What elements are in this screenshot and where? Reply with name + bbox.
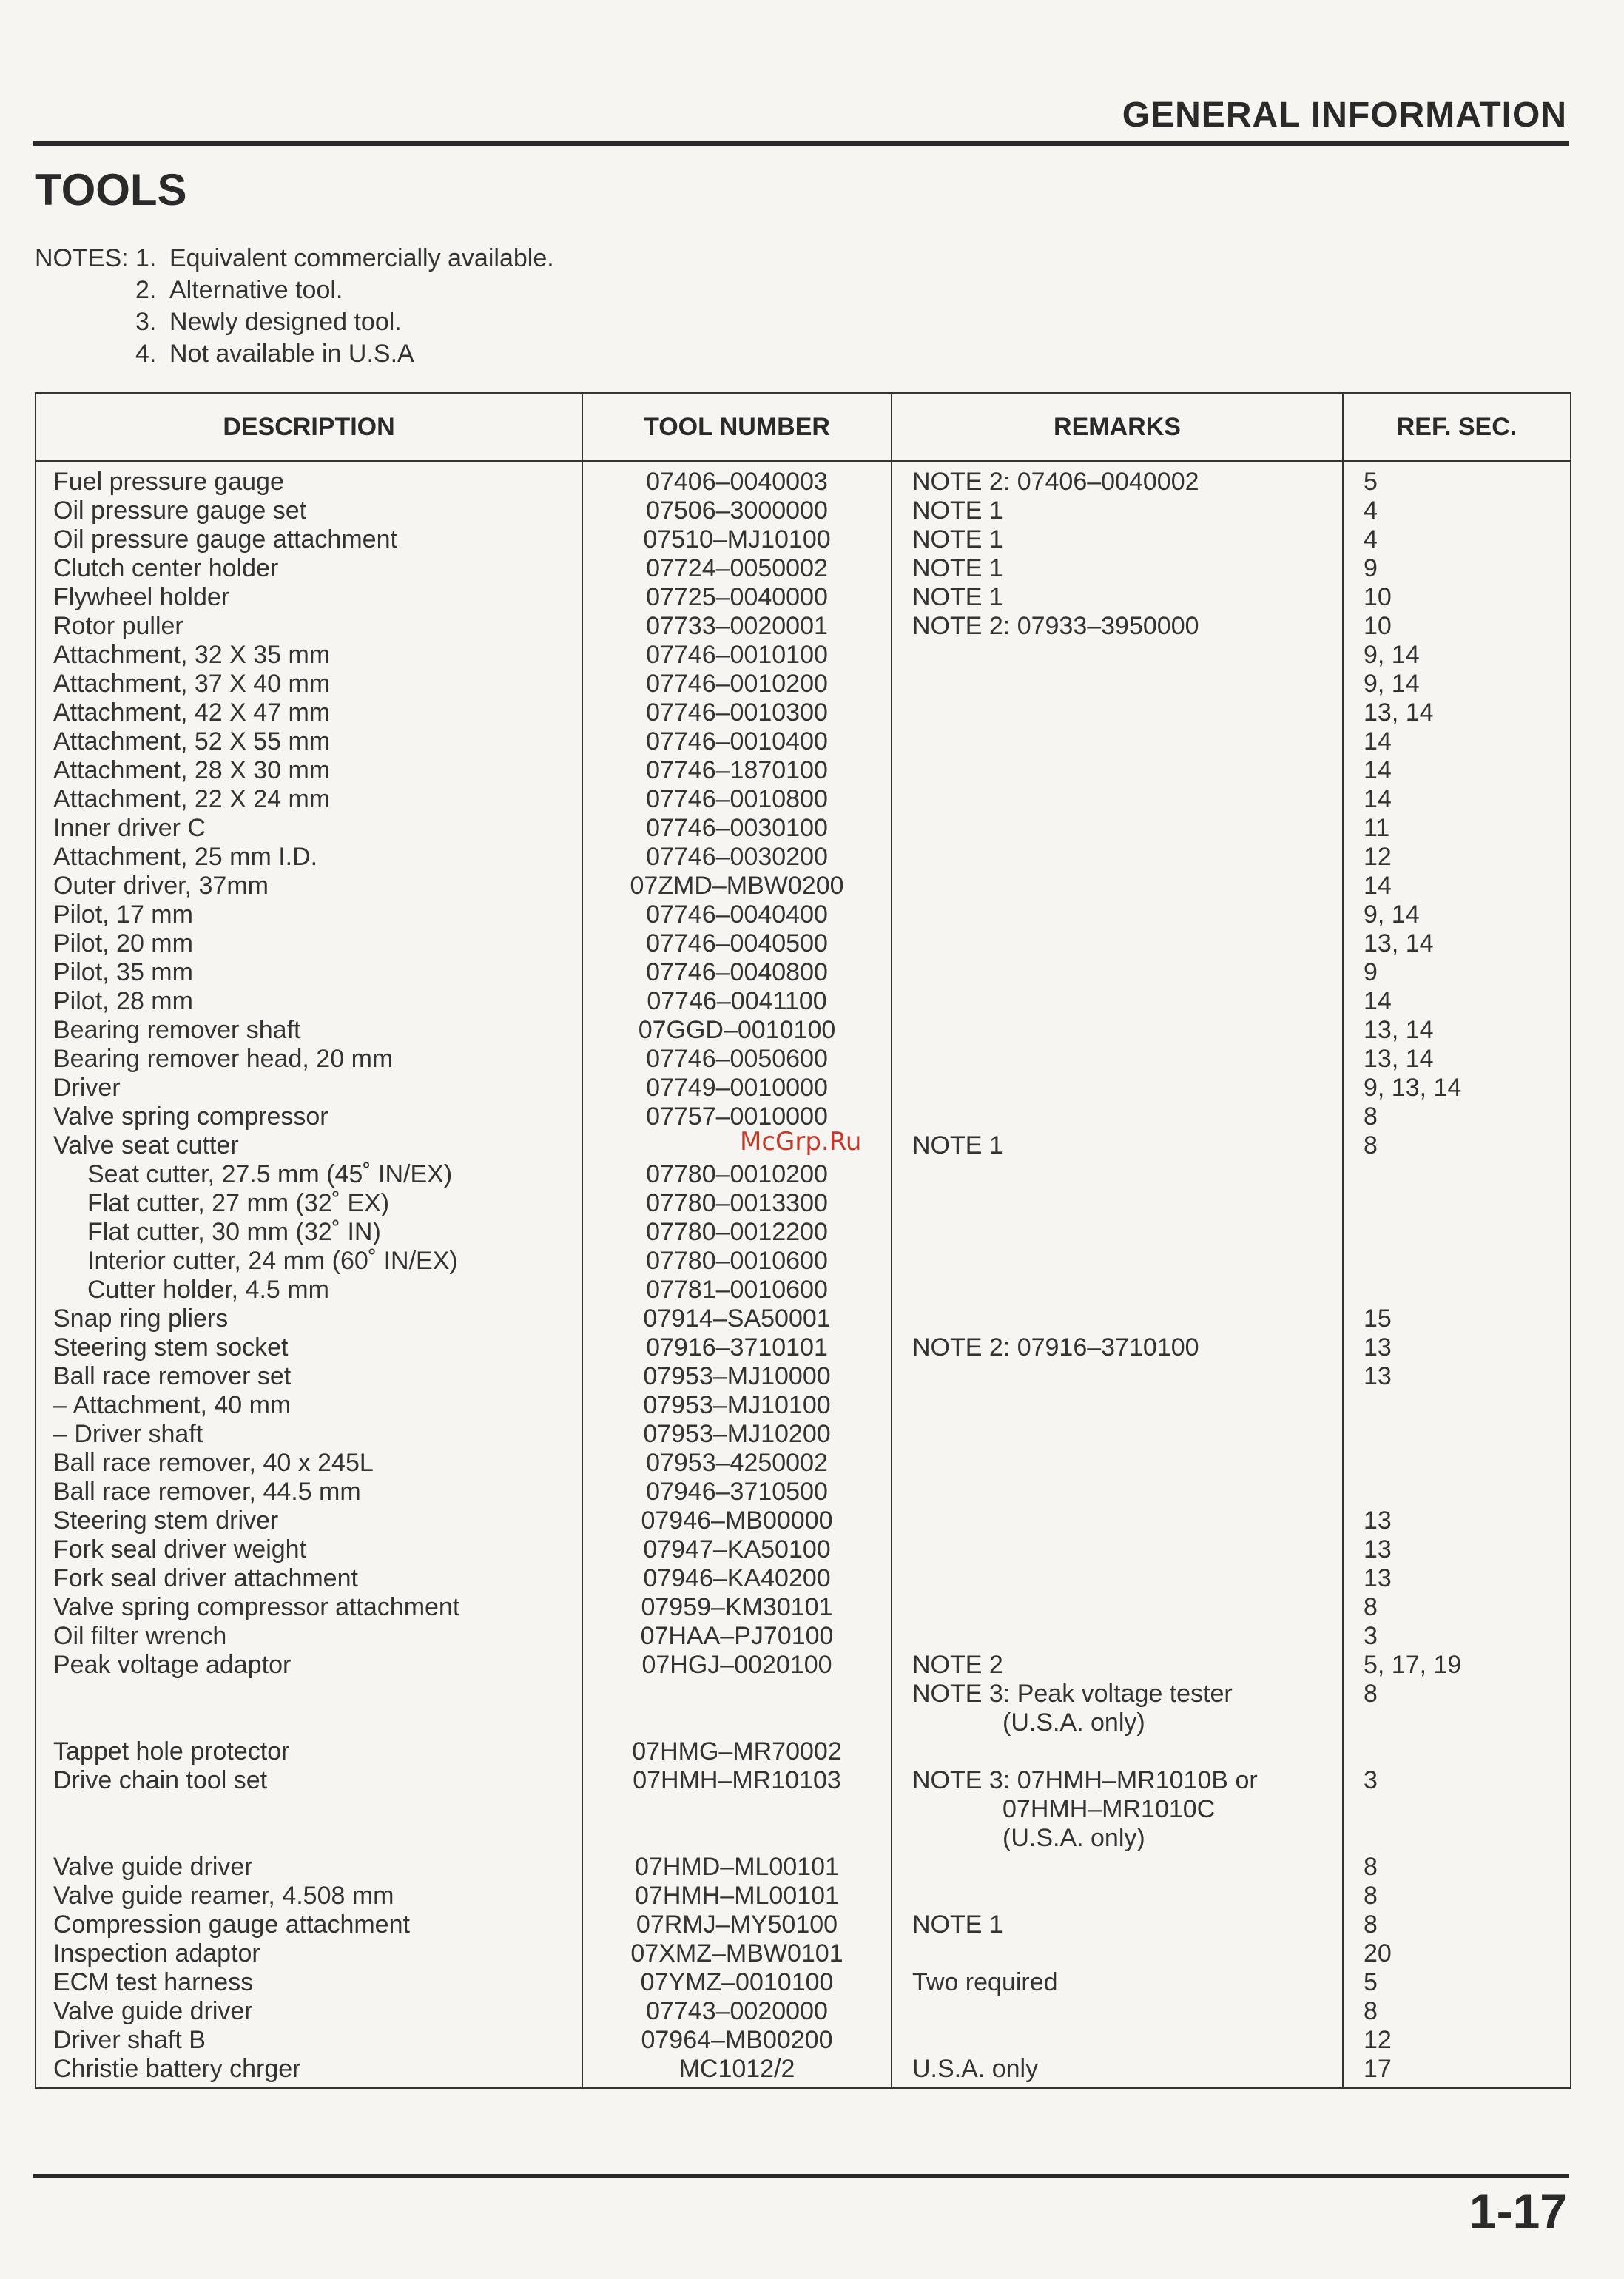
- table-header-row: [36, 393, 1571, 461]
- tool-description: Inspection adaptor: [53, 1939, 260, 1967]
- tool-description: Valve seat cutter: [53, 1131, 239, 1159]
- ref-section: [1344, 1420, 1569, 1449]
- tool-remarks: NOTE 1: [912, 496, 1003, 525]
- tool-remarks: [893, 785, 1341, 814]
- ref-section: 14: [1364, 872, 1392, 900]
- tool-description: [37, 1709, 581, 1737]
- tool-description: Tappet hole protector: [53, 1737, 290, 1765]
- tool-description: Inner driver C: [53, 814, 206, 842]
- ref-section: [1344, 1709, 1569, 1737]
- header-rule: [33, 141, 1569, 146]
- tool-description: [37, 1680, 581, 1709]
- tool-remarks: [893, 1478, 1341, 1507]
- note-row: [35, 306, 554, 338]
- tool-remarks: NOTE 1: [912, 1131, 1003, 1159]
- ref-section: 17: [1364, 2055, 1392, 2083]
- tool-description: Valve spring compressor attachment: [53, 1593, 460, 1621]
- tool-remarks: [893, 1507, 1341, 1535]
- watermark-text: McGrp.Ru: [740, 1127, 862, 1157]
- tool-number: 07746–0040800: [646, 958, 828, 986]
- section-header-title: GENERAL INFORMATION: [1122, 95, 1567, 135]
- note-text: Newly designed tool.: [169, 308, 402, 336]
- ref-section: 13: [1364, 1535, 1392, 1563]
- tool-remarks: [893, 1189, 1341, 1218]
- ref-section: 15: [1364, 1305, 1392, 1333]
- tool-remarks: [893, 698, 1341, 727]
- ref-section: 9, 14: [1364, 901, 1420, 929]
- ref-section: [1344, 1160, 1569, 1189]
- tool-remarks: [893, 1593, 1341, 1622]
- tool-number: 07510–MJ10100: [643, 525, 831, 553]
- tool-number: 07GGD–0010100: [638, 1016, 836, 1044]
- tool-number: 07746–0041100: [647, 987, 827, 1015]
- note-number: 1.: [135, 244, 157, 272]
- ref-section: 11: [1364, 814, 1390, 842]
- tool-description: Valve guide reamer, 4.508 mm: [53, 1882, 394, 1910]
- tool-number: 07746–0030100: [646, 814, 828, 842]
- header-remarks: REMARKS: [892, 393, 1343, 461]
- tool-remarks: [893, 641, 1341, 670]
- tool-number: [584, 1795, 890, 1824]
- tool-remarks: NOTE 3: 07HMH–MR1010B or: [912, 1766, 1258, 1794]
- tool-number: 07406–0040003: [646, 468, 828, 496]
- tool-description: Valve guide driver: [53, 1853, 253, 1881]
- tool-number: 07946–KA40200: [643, 1564, 831, 1592]
- tool-number: 07749–0010000: [646, 1074, 828, 1102]
- tool-remarks: (U.S.A. only): [1003, 1824, 1145, 1852]
- table-body-row: [36, 461, 1571, 2088]
- tool-remarks: [893, 1247, 1341, 1276]
- tool-description: Seat cutter, 27.5 mm (45˚ IN/EX): [87, 1160, 453, 1188]
- tool-remarks: [893, 1853, 1341, 1882]
- tool-number: 07780–0010600: [646, 1247, 828, 1275]
- tool-remarks: [893, 670, 1341, 698]
- page-title: TOOLS: [35, 165, 187, 215]
- tool-description: Attachment, 37 X 40 mm: [53, 670, 331, 698]
- tool-description: Ball race remover, 40 x 245L: [53, 1449, 374, 1477]
- tool-remarks: U.S.A. only: [912, 2055, 1039, 2083]
- tool-remarks: [893, 1997, 1341, 2026]
- tool-number: 07746–0010100: [646, 641, 828, 669]
- ref-section: 13: [1364, 1362, 1392, 1390]
- tool-number: 07XMZ–MBW0101: [630, 1939, 843, 1967]
- tool-number: 07746–0030200: [646, 843, 828, 871]
- tool-description: Bearing remover head, 20 mm: [53, 1045, 394, 1073]
- ref-section: 8: [1364, 1911, 1378, 1939]
- tool-number: 07953–MJ10100: [643, 1391, 831, 1419]
- ref-section: 5: [1364, 1968, 1378, 1996]
- tool-number: 07746–0010200: [646, 670, 828, 698]
- tool-number: 07746–0010800: [646, 785, 828, 813]
- tool-number: 07746–1870100: [646, 756, 828, 784]
- tool-description: Pilot, 28 mm: [53, 987, 193, 1015]
- tool-number: 07743–0020000: [646, 1997, 828, 2025]
- page-number: 1-17: [1469, 2184, 1567, 2238]
- ref-section: 14: [1364, 756, 1392, 784]
- tool-description: Fork seal driver attachment: [53, 1564, 358, 1592]
- tool-remarks: [893, 1362, 1341, 1391]
- tool-remarks: [893, 1160, 1341, 1189]
- tool-remarks: NOTE 3: Peak voltage tester: [912, 1680, 1233, 1708]
- tool-number: 07780–0012200: [646, 1218, 828, 1246]
- tool-remarks: NOTE 1: [912, 583, 1003, 611]
- tool-number: 07964–MB00200: [641, 2026, 833, 2054]
- tool-remarks: [893, 1218, 1341, 1247]
- tool-number: [584, 1824, 890, 1853]
- tool-description: Outer driver, 37mm: [53, 872, 269, 900]
- tool-number: 07724–0050002: [646, 554, 828, 582]
- tool-remarks: [893, 1074, 1341, 1103]
- tool-number: 07746–0010400: [646, 727, 828, 755]
- notes-label: NOTES:: [35, 244, 129, 272]
- ref-section: [1344, 1247, 1569, 1276]
- header-ref-sec: REF. SEC.: [1343, 393, 1571, 461]
- ref-section: [1344, 1276, 1569, 1305]
- tool-remarks: [893, 987, 1341, 1016]
- tool-remarks: [893, 1564, 1341, 1593]
- note-number: 3.: [135, 308, 157, 336]
- note-text: Equivalent commercially available.: [169, 244, 554, 272]
- tool-remarks: [893, 1103, 1341, 1131]
- tool-remarks: [893, 901, 1341, 929]
- ref-section: 9: [1364, 554, 1378, 582]
- ref-section: 13, 14: [1364, 929, 1434, 957]
- tool-remarks: [893, 929, 1341, 958]
- tool-number: 07946–MB00000: [641, 1507, 833, 1535]
- ref-section: 13, 14: [1364, 1045, 1434, 1073]
- tool-description: Pilot, 35 mm: [53, 958, 193, 986]
- tool-number: [584, 1709, 890, 1737]
- tool-number: 07725–0040000: [646, 583, 828, 611]
- ref-section: 8: [1364, 1997, 1378, 2025]
- tool-number: 07946–3710500: [646, 1478, 828, 1506]
- tool-description: Flat cutter, 27 mm (32˚ EX): [87, 1189, 390, 1217]
- tool-description: Valve spring compressor: [53, 1103, 328, 1131]
- ref-section: [1344, 1391, 1569, 1420]
- tool-number: 07780–0013300: [646, 1189, 828, 1217]
- tool-number: 07HAA–PJ70100: [640, 1622, 834, 1650]
- ref-section: 14: [1364, 785, 1392, 813]
- tool-number: 07953–MJ10000: [643, 1362, 831, 1390]
- tool-description: Cutter holder, 4.5 mm: [87, 1276, 329, 1304]
- tool-description: Attachment, 42 X 47 mm: [53, 698, 331, 727]
- tool-number: 07HMG–MR70002: [632, 1737, 842, 1765]
- ref-section: 9, 13, 14: [1364, 1074, 1462, 1102]
- remarks-column: [892, 461, 1343, 2088]
- note-text: Not available in U.S.A: [169, 340, 414, 368]
- tool-description: [37, 1824, 581, 1853]
- tool-description: Driver shaft B: [53, 2026, 206, 2054]
- tool-description: Oil filter wrench: [53, 1622, 227, 1650]
- tool-remarks: (U.S.A. only): [1003, 1709, 1145, 1737]
- tool-number: 07733–0020001: [646, 612, 828, 640]
- tool-description: Valve guide driver: [53, 1997, 253, 2025]
- ref-section: 13: [1364, 1333, 1392, 1361]
- ref-section: [1344, 1737, 1569, 1766]
- ref-section: 8: [1364, 1593, 1378, 1621]
- tool-remarks: [893, 1622, 1341, 1651]
- tool-description: Fuel pressure gauge: [53, 468, 284, 496]
- tool-number: 07914–SA50001: [643, 1305, 831, 1333]
- ref-sec-column: [1343, 461, 1571, 2088]
- ref-section: [1344, 1218, 1569, 1247]
- tool-number: 07ZMD–MBW0200: [630, 872, 844, 900]
- tool-remarks: [893, 2026, 1341, 2055]
- tool-remarks: [893, 958, 1341, 987]
- ref-section: 12: [1364, 843, 1392, 871]
- tool-remarks: NOTE 2: 07406–0040002: [912, 468, 1199, 496]
- tool-description: Christie battery chrger: [53, 2055, 301, 2083]
- note-number: 4.: [135, 340, 157, 368]
- note-number: 2.: [135, 276, 157, 304]
- ref-section: 4: [1364, 525, 1378, 553]
- tool-description: Steering stem driver: [53, 1507, 279, 1535]
- tool-remarks: [893, 727, 1341, 756]
- ref-section: 14: [1364, 987, 1392, 1015]
- tool-remarks: 07HMH–MR1010C: [1003, 1795, 1216, 1823]
- tool-number: 07746–0010300: [646, 698, 828, 727]
- tool-remarks: NOTE 2: 07916–3710100: [912, 1333, 1199, 1361]
- ref-section: 9, 14: [1364, 670, 1420, 698]
- ref-section: 5: [1364, 468, 1378, 496]
- ref-section: [1344, 1478, 1569, 1507]
- tool-remarks: NOTE 2: [912, 1651, 1003, 1679]
- tool-description: Oil pressure gauge set: [53, 496, 307, 525]
- ref-section: 13, 14: [1364, 1016, 1434, 1044]
- tool-description: Bearing remover shaft: [53, 1016, 301, 1044]
- tool-remarks: Two required: [912, 1968, 1058, 1996]
- tool-description: Pilot, 20 mm: [53, 929, 193, 957]
- tool-number: 07959–KM30101: [641, 1593, 833, 1621]
- ref-section: 4: [1364, 496, 1378, 525]
- tool-number: 07HMH–MR10103: [633, 1766, 841, 1794]
- ref-section: 13, 14: [1364, 698, 1434, 727]
- tool-remarks: [893, 1045, 1341, 1074]
- tool-description: ECM test harness: [53, 1968, 254, 1996]
- tool-remarks: [893, 1305, 1341, 1333]
- tool-remarks: NOTE 1: [912, 525, 1003, 553]
- tool-remarks: [893, 1391, 1341, 1420]
- ref-section: 8: [1364, 1882, 1378, 1910]
- tool-description: Attachment, 25 mm I.D.: [53, 843, 318, 871]
- tool-number: 07506–3000000: [646, 496, 828, 525]
- tool-remarks: [893, 1535, 1341, 1564]
- tool-description: Peak voltage adaptor: [53, 1651, 292, 1679]
- tool-number: [584, 1680, 890, 1709]
- tool-remarks: [893, 1737, 1341, 1766]
- tool-description: Ball race remover set: [53, 1362, 292, 1390]
- tool-description: Attachment, 32 X 35 mm: [53, 641, 331, 669]
- tool-description: Snap ring pliers: [53, 1305, 229, 1333]
- header-tool-number: TOOL NUMBER: [582, 393, 892, 461]
- tool-description: Pilot, 17 mm: [53, 901, 193, 929]
- tool-remarks: [893, 1276, 1341, 1305]
- tool-number: 07953–4250002: [646, 1449, 828, 1477]
- tool-number: 07HMD–ML00101: [635, 1853, 839, 1881]
- tool-number: 07YMZ–0010100: [640, 1968, 834, 1996]
- tool-number: 07RMJ–MY50100: [636, 1911, 838, 1939]
- tool-remarks: [893, 1939, 1341, 1968]
- note-row: [35, 338, 554, 370]
- footer-rule: [33, 2174, 1569, 2178]
- tool-number: 07746–0040500: [646, 929, 828, 957]
- tool-remarks: [893, 1449, 1341, 1478]
- tool-description: Attachment, 28 X 30 mm: [53, 756, 331, 784]
- tool-number: 07953–MJ10200: [643, 1420, 831, 1448]
- ref-section: 8: [1364, 1103, 1378, 1131]
- ref-section: [1344, 1824, 1569, 1853]
- tool-number: 07HGJ–0020100: [641, 1651, 832, 1679]
- tool-remarks: NOTE 2: 07933–3950000: [912, 612, 1199, 640]
- ref-section: 10: [1364, 612, 1392, 640]
- ref-section: 12: [1364, 2026, 1392, 2054]
- tool-number: 07746–0040400: [646, 901, 828, 929]
- ref-section: [1344, 1795, 1569, 1824]
- ref-section: 13: [1364, 1507, 1392, 1535]
- tool-description: [37, 1795, 581, 1824]
- ref-section: 9: [1364, 958, 1378, 986]
- tool-remarks: [893, 1016, 1341, 1045]
- tool-number: 07781–0010600: [646, 1276, 828, 1304]
- tool-description: Oil pressure gauge attachment: [53, 525, 397, 553]
- ref-section: 14: [1364, 727, 1392, 755]
- tool-description: Steering stem socket: [53, 1333, 289, 1361]
- note-row: [35, 243, 554, 275]
- tool-number: 07746–0050600: [646, 1045, 828, 1073]
- tool-description: Rotor puller: [53, 612, 183, 640]
- tool-number: 07916–3710101: [646, 1333, 828, 1361]
- tool-number: 07HMH–ML00101: [635, 1882, 839, 1910]
- tool-description: Attachment, 22 X 24 mm: [53, 785, 331, 813]
- tool-remarks: [893, 843, 1341, 872]
- tool-description: – Driver shaft: [53, 1420, 203, 1448]
- tool-description: Attachment, 52 X 55 mm: [53, 727, 331, 755]
- ref-section: 9, 14: [1364, 641, 1420, 669]
- tool-remarks: [893, 814, 1341, 843]
- note-text: Alternative tool.: [169, 276, 343, 304]
- tool-number: 07947–KA50100: [643, 1535, 831, 1563]
- tool-description: Driver: [53, 1074, 121, 1102]
- tools-table: [35, 392, 1571, 2089]
- tool-description: Clutch center holder: [53, 554, 279, 582]
- tool-remarks: [893, 1420, 1341, 1449]
- ref-section: 8: [1364, 1131, 1378, 1159]
- tool-number-column: [582, 461, 892, 2088]
- ref-section: [1344, 1189, 1569, 1218]
- tool-description: Flat cutter, 30 mm (32˚ IN): [87, 1218, 381, 1246]
- tool-description: Flywheel holder: [53, 583, 230, 611]
- tool-number: 07757–0010000: [646, 1103, 828, 1131]
- tool-description: Interior cutter, 24 mm (60˚ IN/EX): [87, 1247, 458, 1275]
- notes-block: [35, 243, 554, 370]
- tool-remarks: [893, 1882, 1341, 1911]
- ref-section: 20: [1364, 1939, 1392, 1967]
- ref-section: 8: [1364, 1680, 1378, 1708]
- ref-section: 10: [1364, 583, 1392, 611]
- tool-description: Drive chain tool set: [53, 1766, 268, 1794]
- tool-remarks: [893, 872, 1341, 901]
- ref-section: 5, 17, 19: [1364, 1651, 1462, 1679]
- ref-section: [1344, 1449, 1569, 1478]
- tool-remarks: NOTE 1: [912, 554, 1003, 582]
- tool-description: Ball race remover, 44.5 mm: [53, 1478, 361, 1506]
- ref-section: 8: [1364, 1853, 1378, 1881]
- tool-remarks: NOTE 1: [912, 1911, 1003, 1939]
- tool-description: Fork seal driver weight: [53, 1535, 307, 1563]
- ref-section: 3: [1364, 1622, 1378, 1650]
- header-description: DESCRIPTION: [36, 393, 582, 461]
- note-row: [35, 275, 554, 306]
- tool-number: MC1012/2: [678, 2055, 795, 2083]
- ref-section: 3: [1364, 1766, 1378, 1794]
- tool-description: – Attachment, 40 mm: [53, 1391, 292, 1419]
- tool-description: Compression gauge attachment: [53, 1911, 410, 1939]
- description-column: [36, 461, 582, 2088]
- tool-number: 07780–0010200: [646, 1160, 828, 1188]
- ref-section: 13: [1364, 1564, 1392, 1592]
- tool-remarks: [893, 756, 1341, 785]
